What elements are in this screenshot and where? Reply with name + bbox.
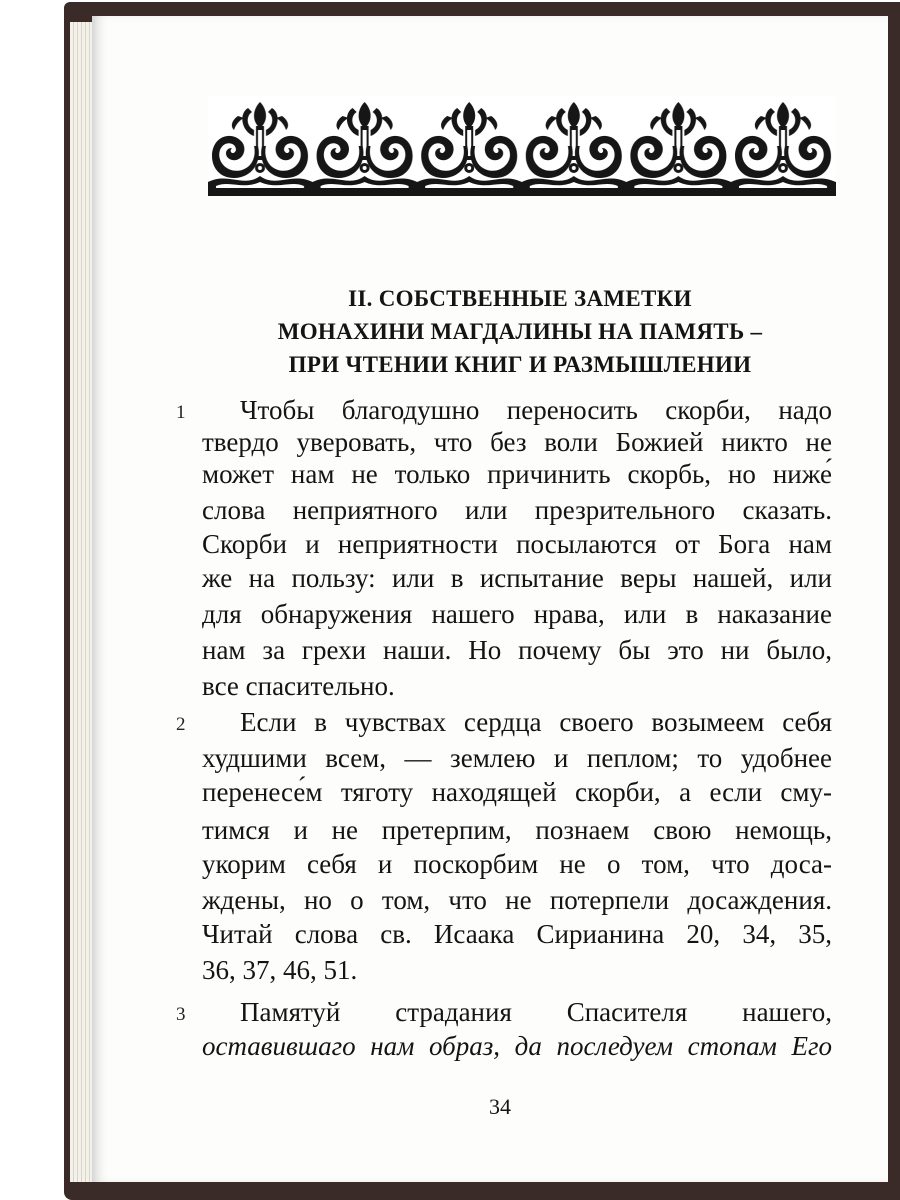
text-line: для обнаружения нашего нрава, или в наказание — [202, 599, 832, 629]
chapter-title-line: ПРИ ЧТЕНИИ КНИГ И РАЗМЫШЛЕНИИ — [288, 352, 752, 377]
paragraph-number: 2 — [176, 714, 186, 735]
text-line: твердо уверовать, что без воли Божией никто не — [202, 427, 832, 457]
chapter-title-line: МОНАХИНИ МАГДАЛИНЫ НА ПАМЯТЬ – — [277, 319, 763, 344]
text-line: ждены, но о том, что не потерпели досаждения. — [202, 885, 832, 915]
text-line: может нам не только причинить скорбь, но ниже́ — [202, 459, 832, 489]
text-line: же на пользу: или в испытание веры нашей, или — [202, 563, 832, 593]
paragraph-number: 3 — [176, 1004, 186, 1025]
text-line: Читай слова св. Исаака Сирианина 20, 34, 35, — [202, 919, 832, 949]
text-line: укорим себя и поскорбим не о том, что доса- — [202, 849, 832, 879]
text-line: слова неприятного или презрительного сказать. — [202, 495, 832, 525]
text-line: Скорби и неприятности посылаются от Бога нам — [202, 529, 832, 559]
chapter-title — [200, 282, 840, 381]
text-line: Чтобы благодушно переносить скорби, надо — [240, 395, 832, 425]
text-line-italic — [202, 1030, 832, 1062]
text-line: нам за грехи наши. Но почему бы это ни было, — [202, 635, 832, 665]
text-line: все спасительно. — [202, 671, 395, 701]
ornament-headpiece — [208, 96, 836, 196]
text-line: Памятуй страдания Спасителя нашего, — [240, 997, 832, 1027]
text-line: 36, 37, 46, 51. — [202, 955, 358, 985]
ornament-svg — [208, 96, 836, 196]
text-line: перенесе́м тяготу находящей скорби, а если сму- — [202, 777, 832, 807]
text-line: тимся и не претерпим, познаем свою немощь, — [202, 815, 832, 845]
text-line: Если в чувствах сердца своего возымеем себя — [240, 707, 832, 737]
chapter-title-line: II. СОБСТВЕННЫЕ ЗАМЕТКИ — [348, 286, 692, 311]
italic-text: оставившаго нам образ, да последуем стопам Его — [202, 1031, 832, 1061]
page-number: 34 — [489, 1094, 511, 1119]
paragraph-number: 1 — [176, 402, 186, 423]
text-line: худшими всем, — землею и пеплом; то удобнее — [202, 743, 832, 773]
